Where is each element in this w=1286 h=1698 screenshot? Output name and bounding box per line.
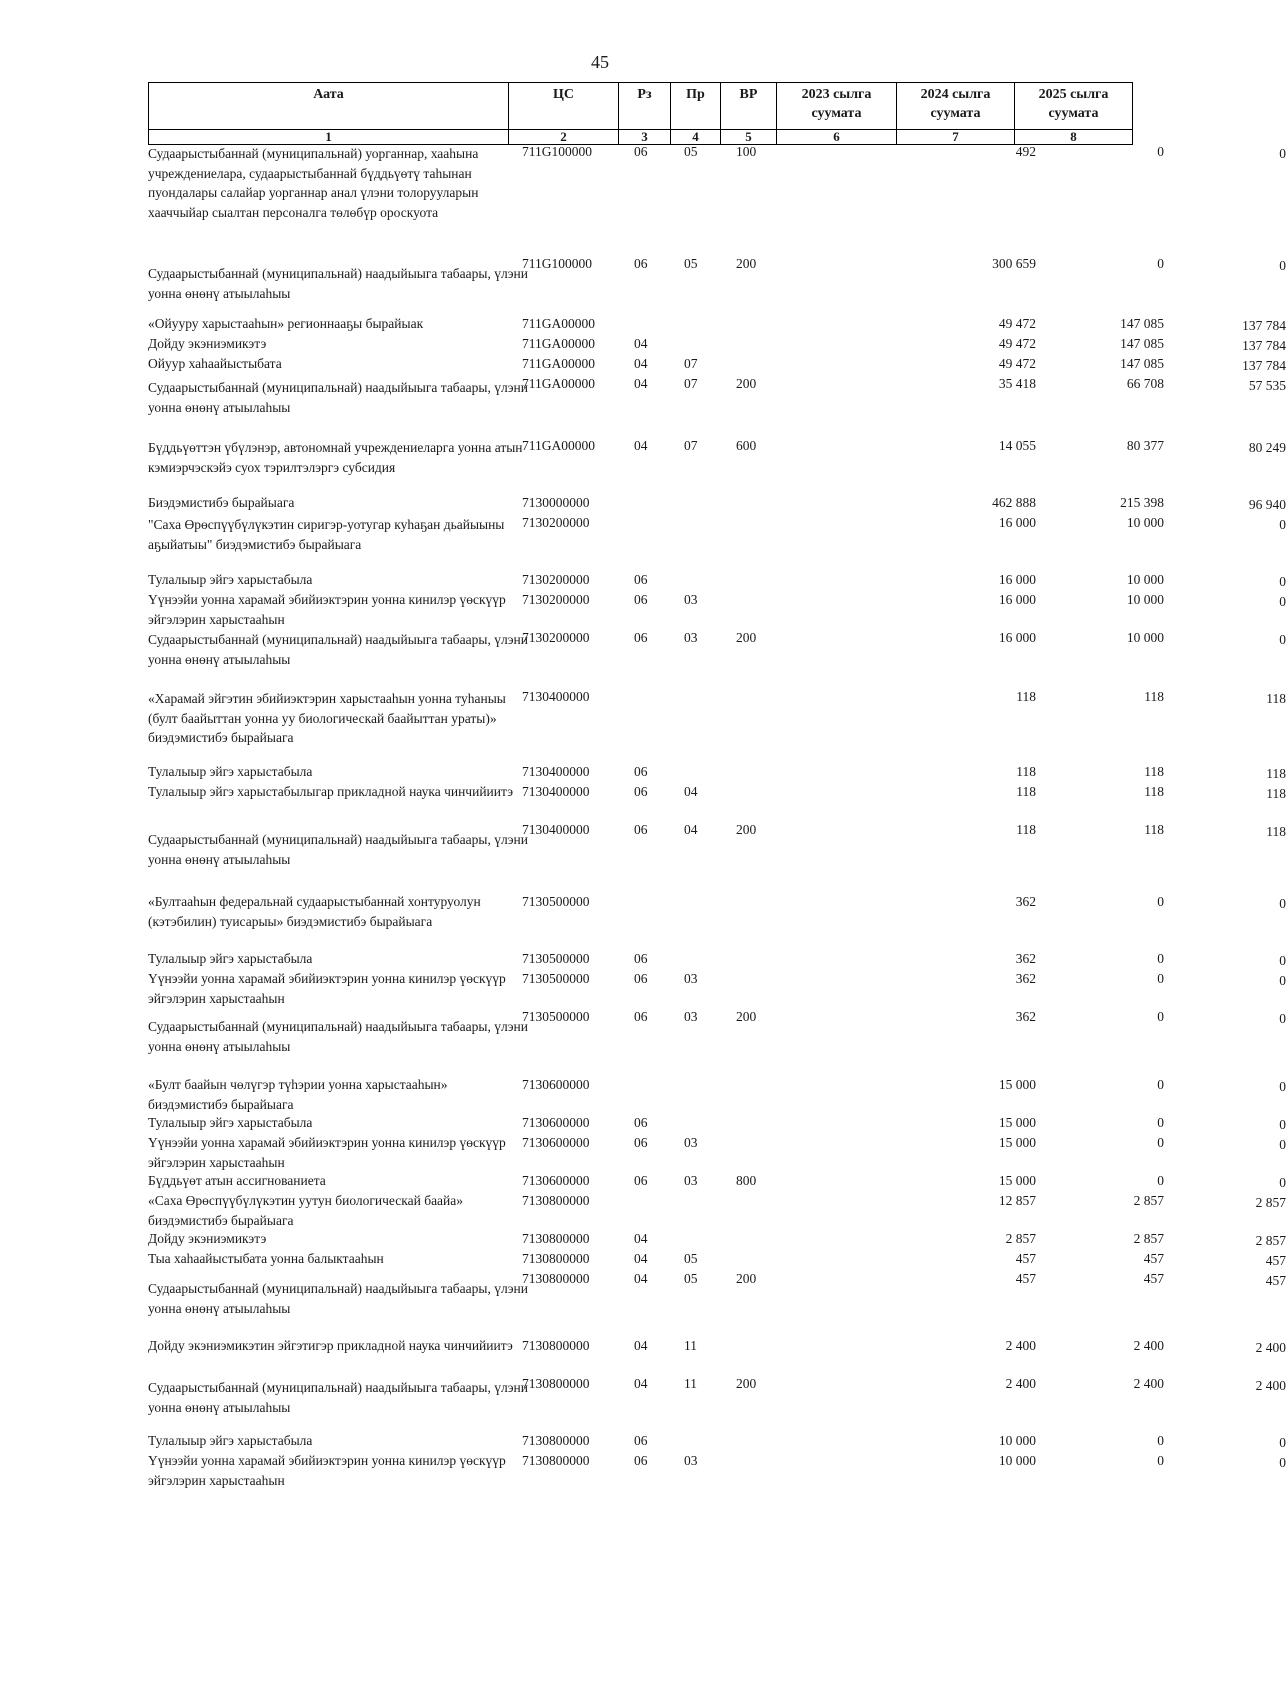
row-cs: 711G100000 [522,256,592,271]
row-value-2024: 457 [1143,1251,1164,1266]
row-name: Тулалыыр эйгэ харыстабыла [148,1433,313,1448]
row-vr: 200 [736,822,757,837]
row-value-2024: 0 [1157,1135,1164,1150]
row-rz: 06 [634,971,648,986]
row-value-2023: 362 [1015,894,1036,909]
row-name: «Ойууру харыстааһын» регионнааҕы бырайыак [148,316,424,331]
row-value-2023: 300 659 [992,256,1036,271]
row-pr: 05 [684,256,698,271]
row-value-2024: 0 [1157,144,1164,159]
row-name: Бүддьүөттэн үбүлэнэр, автономнай учреждениеларга уонна атын кэмиэрчэскэйэ суох тэрилтэлэргэ субсидия [148,440,523,475]
row-value-2025: 0 [1279,1175,1286,1190]
row-cs: 7130800000 [522,1231,590,1246]
row-name: Судаарыстыбаннай (муниципальнай) наадыйыыга табаары, үлэни уонна өнөнү атыылаһыы [148,832,528,867]
table-row [148,374,1286,436]
row-value-2023: 118 [1016,764,1036,779]
row-cs: 7130600000 [522,1077,590,1092]
row-pr: 03 [684,971,698,986]
row-value-2024: 2 400 [1133,1376,1164,1391]
row-rz: 06 [634,1453,648,1468]
row-value-2024: 147 085 [1120,336,1164,351]
table-row [148,1113,1286,1133]
table-row [148,436,1286,493]
table-row [148,1269,1286,1336]
row-value-2025: 0 [1279,973,1286,988]
row-rz: 06 [634,1433,648,1448]
row-value-2024: 0 [1157,1453,1164,1468]
row-value-2025: 0 [1279,1079,1286,1094]
row-cs: 7130500000 [522,894,590,909]
row-name: Тулалыыр эйгэ харыстабылыгар прикладной наука чинчийиитэ [148,784,514,799]
row-name: Судаарыстыбаннай (муниципальнай) наадыйыыга табаары, үлэни уонна өнөнү атыылаһыы [148,1019,528,1054]
row-cs: 711GA00000 [522,356,595,371]
row-value-2025: 0 [1279,1435,1286,1450]
row-cs: 7130200000 [522,630,590,645]
row-cs: 7130400000 [522,784,590,799]
row-name: Үүнээйи уонна харамай эбийиэктэрин уонна кинилэр үөскүүр эйгэлэрин харыстааһын [148,1135,506,1170]
row-vr: 200 [736,1271,757,1286]
row-cs: 7130400000 [522,822,590,837]
row-name: «Саха Өрөспүүбүлүкэтин уутун биологическай баайа» биэдэмистибэ бырайыага [148,1193,464,1228]
row-value-2024: 2 857 [1133,1193,1164,1208]
row-value-2025: 118 [1266,824,1286,839]
row-pr: 03 [684,1135,698,1150]
row-pr: 03 [684,1453,698,1468]
row-value-2023: 15 000 [998,1135,1036,1150]
row-value-2023: 118 [1016,784,1036,799]
row-vr: 800 [736,1173,757,1188]
row-cs: 7130500000 [522,951,590,966]
row-value-2025: 2 857 [1255,1233,1286,1248]
row-value-2023: 457 [1015,1251,1036,1266]
row-value-2025: 0 [1279,1137,1286,1152]
column-number: 2 [509,130,619,145]
row-name: Ойуур хаһаайыстыбата [148,356,282,371]
row-value-2024: 2 400 [1133,1338,1164,1353]
row-rz: 06 [634,1173,648,1188]
row-pr: 03 [684,1173,698,1188]
table-row [148,969,1286,1007]
row-name: Тыа хаһаайыстыбата уонна балыктааһын [148,1251,384,1266]
row-value-2023: 2 857 [1005,1231,1036,1246]
row-pr: 07 [684,376,698,391]
table-row [148,142,1286,254]
row-value-2024: 0 [1157,971,1164,986]
row-value-2025: 0 [1279,574,1286,589]
row-pr: 03 [684,630,698,645]
row-value-2024: 118 [1144,689,1164,704]
row-value-2023: 49 472 [998,356,1036,371]
row-value-2025: 0 [1279,953,1286,968]
row-value-2023: 16 000 [998,630,1036,645]
table-row [148,1451,1286,1489]
row-name: Судаарыстыбаннай (муниципальнай) наадыйыыга табаары, үлэни уонна өнөнү атыылаһыы [148,1380,528,1415]
row-value-2025: 80 249 [1248,440,1286,455]
row-name: Үүнээйи уонна харамай эбийиэктэрин уонна кинилэр үөскүүр эйгэлэрин харыстааһын [148,971,506,1006]
row-vr: 100 [736,144,757,159]
row-value-2023: 362 [1015,1009,1036,1024]
column-header-2025: 2025 сылга суумата [1015,83,1133,130]
row-cs: 7130200000 [522,515,590,530]
row-rz: 04 [634,1271,648,1286]
row-value-2024: 0 [1157,1433,1164,1448]
row-cs: 711GA00000 [522,438,595,453]
table-row [148,820,1286,892]
row-pr: 03 [684,592,698,607]
row-value-2023: 16 000 [998,592,1036,607]
table-row [148,493,1286,513]
row-value-2023: 15 000 [998,1077,1036,1092]
row-value-2024: 147 085 [1120,316,1164,331]
row-name: Судаарыстыбаннай (муниципальнай) наадыйыыга табаары, үлэни уонна өнөнү атыылаһыы [148,380,528,415]
column-number: 1 [149,130,509,145]
row-pr: 05 [684,144,698,159]
row-value-2023: 14 055 [998,438,1036,453]
row-pr: 11 [684,1376,697,1391]
row-rz: 04 [634,438,648,453]
row-value-2024: 2 857 [1133,1231,1164,1246]
row-name: «Бултааһын федеральнай судаарыстыбаннай хонтуруолун (кэтэбилин) туисарыы» биэдэмистибэ бырайыага [148,894,481,929]
row-value-2025: 0 [1279,258,1286,273]
table-row [148,1229,1286,1249]
row-value-2025: 137 784 [1242,338,1286,353]
row-value-2023: 462 888 [992,495,1036,510]
row-cs: 7130400000 [522,764,590,779]
row-rz: 04 [634,1251,648,1266]
row-name: Бүддьүөт атын ассигнованиета [148,1173,326,1188]
row-value-2023: 118 [1016,822,1036,837]
row-name: Тулалыыр эйгэ харыстабыла [148,1115,313,1130]
row-rz: 04 [634,1231,648,1246]
row-name: Судаарыстыбаннай (муниципальнай) наадыйыыга табаары, үлэни уонна өнөнү атыылаһыы [148,632,528,667]
table-row [148,354,1286,374]
row-value-2023: 35 418 [998,376,1036,391]
row-pr: 07 [684,438,698,453]
row-name: «Булт баайын чөлүгэр түһэрии уонна харыстааһын» биэдэмистибэ бырайыага [148,1077,448,1112]
row-name: «Харамай эйгэтин эбийиэктэрин харыстааһын уонна туһаныы (булт баайыттан уонна уу биологическай баайыттан ураты)» биэдэмистибэ бырайыага [148,691,506,745]
column-number: 7 [897,130,1015,145]
row-value-2023: 16 000 [998,515,1036,530]
table-row [148,590,1286,628]
row-value-2025: 2 400 [1255,1378,1286,1393]
row-value-2023: 15 000 [998,1173,1036,1188]
row-rz: 04 [634,1376,648,1391]
row-rz: 04 [634,336,648,351]
row-value-2025: 457 [1265,1273,1286,1288]
row-value-2025: 0 [1279,594,1286,609]
row-value-2024: 147 085 [1120,356,1164,371]
table-row [148,628,1286,687]
row-cs: 7130600000 [522,1115,590,1130]
row-value-2024: 457 [1143,1271,1164,1286]
table-row [148,892,1286,949]
row-rz: 06 [634,822,648,837]
row-cs: 7130500000 [522,971,590,986]
row-cs: 7130600000 [522,1135,590,1150]
column-header-2024: 2024 сылга суумата [897,83,1015,130]
row-value-2024: 0 [1157,951,1164,966]
row-name: Судаарыстыбаннай (муниципальнай) наадыйыыга табаары, үлэни уонна өнөнү атыылаһыы [148,1281,528,1316]
column-number: 5 [721,130,777,145]
row-rz: 04 [634,1338,648,1353]
row-name: Тулалыыр эйгэ харыстабыла [148,572,313,587]
row-cs: 7130500000 [522,1009,590,1024]
row-value-2024: 66 708 [1126,376,1164,391]
row-value-2024: 0 [1157,1009,1164,1024]
row-value-2025: 57 535 [1248,378,1286,393]
row-name: Дойду экэниэмикэтэ [148,336,267,351]
table-header [148,82,1132,145]
row-value-2024: 10 000 [1126,572,1164,587]
row-value-2024: 0 [1157,1115,1164,1130]
row-value-2023: 2 400 [1005,1376,1036,1391]
row-value-2025: 118 [1266,691,1286,706]
row-cs: 711GA00000 [522,376,595,391]
row-value-2024: 215 398 [1120,495,1164,510]
column-number: 6 [777,130,897,145]
row-value-2023: 118 [1016,689,1036,704]
row-name: Үүнээйи уонна харамай эбийиэктэрин уонна кинилэр үөскүүр эйгэлэрин харыстааһын [148,1453,506,1488]
row-name: Үүнээйи уонна харамай эбийиэктэрин уонна кинилэр үөскүүр эйгэлэрин харыстааһын [148,592,506,627]
row-pr: 05 [684,1251,698,1266]
row-value-2025: 2 857 [1255,1195,1286,1210]
row-value-2024: 10 000 [1126,515,1164,530]
row-cs: 7130800000 [522,1376,590,1391]
row-rz: 06 [634,1135,648,1150]
row-value-2025: 0 [1279,896,1286,911]
row-pr: 11 [684,1338,697,1353]
row-pr: 04 [684,784,698,799]
row-value-2025: 0 [1279,1117,1286,1132]
row-cs: 7130200000 [522,572,590,587]
row-value-2025: 0 [1279,1455,1286,1470]
row-value-2025: 137 784 [1242,358,1286,373]
column-header-pr: Пр [671,83,721,130]
row-vr: 600 [736,438,757,453]
table-row [148,513,1286,570]
row-pr: 05 [684,1271,698,1286]
row-cs: 711GA00000 [522,336,595,351]
column-number: 4 [671,130,721,145]
row-rz: 04 [634,356,648,371]
row-value-2025: 137 784 [1242,318,1286,333]
page-number: 45 [591,52,609,72]
table-row [148,687,1286,762]
table-row [148,334,1286,354]
table-row [148,314,1286,334]
row-name: "Саха Өрөспүүбүлүкэтин сиригэр-уотугар куһаҕан дьайыыны аҕыйатыы" биэдэмистибэ бырайыага [148,517,505,552]
row-name: Дойду экэниэмикэтин эйгэтигэр прикладной наука чинчийиитэ [148,1338,513,1353]
row-value-2024: 0 [1157,256,1164,271]
table-row [148,1374,1286,1431]
row-name: Биэдэмистибэ бырайыага [148,495,295,510]
row-rz: 06 [634,144,648,159]
table-row [148,1171,1286,1191]
row-cs: 7130800000 [522,1453,590,1468]
table-row [148,949,1286,969]
row-value-2024: 0 [1157,1173,1164,1188]
row-cs: 711GA00000 [522,316,595,331]
row-value-2025: 118 [1266,766,1286,781]
row-cs: 7130800000 [522,1338,590,1353]
row-name: Судаарыстыбаннай (муниципальнай) уорганнар, хааһына учреждениелара, судаарыстыбаннай бүддьүөтү таһынан пуондалары салайар уорганнар анал үлэни толорууларын хааччыйар сыалтан персоналга төлөбүр ороскуота [148,146,479,220]
table-row [148,1075,1286,1113]
row-pr: 07 [684,356,698,371]
row-cs: 7130000000 [522,495,590,510]
row-name: Тулалыыр эйгэ харыстабыла [148,951,313,966]
row-value-2023: 362 [1015,971,1036,986]
row-value-2023: 49 472 [998,336,1036,351]
row-vr: 200 [736,256,757,271]
table-row [148,762,1286,782]
row-value-2023: 492 [1015,144,1036,159]
row-value-2025: 118 [1266,786,1286,801]
row-cs: 7130800000 [522,1433,590,1448]
column-header-2023: 2023 сылга суумата [777,83,897,130]
table-row [148,782,1286,820]
column-header-vr: ВР [721,83,777,130]
row-rz: 06 [634,592,648,607]
row-value-2024: 0 [1157,894,1164,909]
table-row [148,1431,1286,1451]
row-value-2024: 118 [1144,764,1164,779]
row-value-2024: 0 [1157,1077,1164,1092]
row-cs: 7130600000 [522,1173,590,1188]
row-vr: 200 [736,1009,757,1024]
column-header-cs: ЦС [509,83,619,130]
row-value-2025: 0 [1279,1011,1286,1026]
row-value-2023: 362 [1015,951,1036,966]
table-row [148,1191,1286,1229]
row-cs: 7130800000 [522,1193,590,1208]
row-rz: 06 [634,572,648,587]
row-value-2025: 0 [1279,517,1286,532]
row-cs: 711G100000 [522,144,592,159]
table-row [148,1249,1286,1269]
table-row [148,1336,1286,1374]
row-pr: 03 [684,1009,698,1024]
table-row [148,570,1286,590]
row-value-2025: 2 400 [1255,1340,1286,1355]
row-name: Тулалыыр эйгэ харыстабыла [148,764,313,779]
row-pr: 04 [684,822,698,837]
row-value-2023: 16 000 [998,572,1036,587]
row-value-2024: 118 [1144,822,1164,837]
row-value-2025: 0 [1279,632,1286,647]
row-name: Судаарыстыбаннай (муниципальнай) наадыйыыга табаары, үлэни уонна өнөнү атыылаһыы [148,266,528,301]
row-value-2024: 10 000 [1126,592,1164,607]
row-value-2023: 457 [1015,1271,1036,1286]
row-value-2025: 96 940 [1248,497,1286,512]
column-header-rz: Рз [619,83,671,130]
row-cs: 7130800000 [522,1251,590,1266]
column-number: 8 [1015,130,1133,145]
row-value-2024: 118 [1144,784,1164,799]
row-value-2023: 49 472 [998,316,1036,331]
table-row [148,254,1286,314]
row-rz: 06 [634,1009,648,1024]
row-value-2023: 10 000 [998,1433,1036,1448]
row-value-2023: 10 000 [998,1453,1036,1468]
row-value-2025: 0 [1279,146,1286,161]
row-rz: 06 [634,784,648,799]
row-vr: 200 [736,376,757,391]
row-cs: 7130400000 [522,689,590,704]
row-rz: 06 [634,764,648,779]
row-rz: 06 [634,630,648,645]
row-value-2023: 2 400 [1005,1338,1036,1353]
row-value-2024: 10 000 [1126,630,1164,645]
row-cs: 7130200000 [522,592,590,607]
row-name: Дойду экэниэмикэтэ [148,1231,267,1246]
column-number: 3 [619,130,671,145]
row-rz: 06 [634,256,648,271]
row-value-2023: 15 000 [998,1115,1036,1130]
row-value-2024: 80 377 [1126,438,1164,453]
row-rz: 06 [634,951,648,966]
column-header-name: Аата [149,83,509,130]
row-cs: 7130800000 [522,1271,590,1286]
row-value-2023: 12 857 [998,1193,1036,1208]
table-row [148,1007,1286,1075]
table-row [148,1133,1286,1171]
table-body [148,142,1286,1489]
row-value-2025: 457 [1265,1253,1286,1268]
row-vr: 200 [736,630,757,645]
row-rz: 04 [634,376,648,391]
row-rz: 06 [634,1115,648,1130]
row-vr: 200 [736,1376,757,1391]
